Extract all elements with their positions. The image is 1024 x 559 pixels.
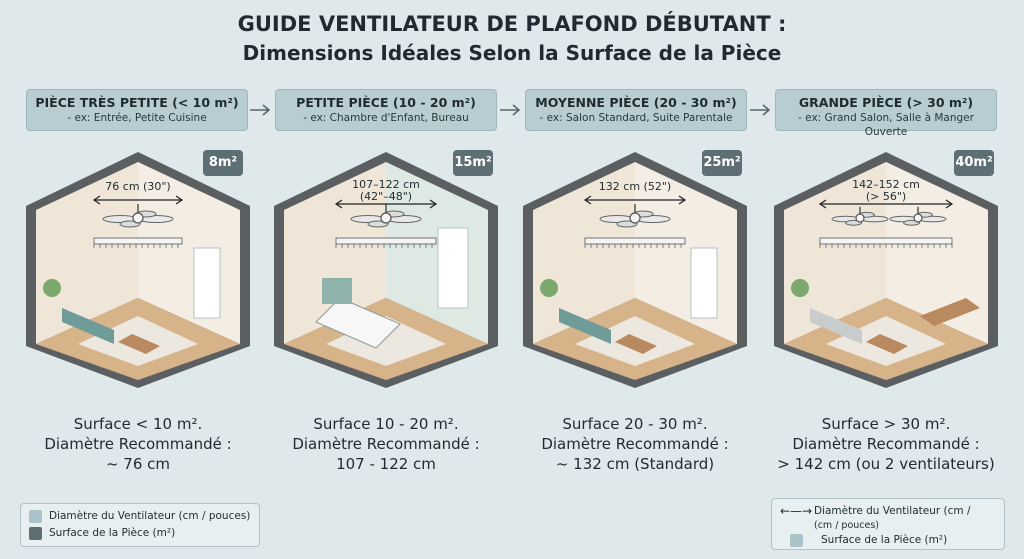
arrow-right-icon (498, 103, 522, 117)
dimension-label-imperial: (42"–48") (359, 190, 413, 203)
category-example: - ex: Grand Salon, Salle à Manger Ouverte (798, 112, 974, 138)
recommended-label: Diamètre Recommandé : (792, 435, 980, 453)
legend-left (20, 503, 260, 547)
room-caption (766, 414, 1006, 474)
room-caption (18, 414, 258, 474)
arrow-right-icon (748, 103, 772, 117)
measure-ruler (94, 238, 182, 244)
room-surface-swatch (790, 534, 803, 547)
category-name: PIÈCE TRÈS PETITE (< 10 m²) (35, 95, 239, 110)
plant-icon (791, 279, 809, 297)
room-caption (515, 414, 755, 474)
plant-icon (540, 279, 558, 297)
legend-room-surface: Surface de la Pièce (m²) (821, 534, 948, 546)
dimension-label-imperial: (> 56") (865, 190, 907, 203)
category-example: - ex: Salon Standard, Suite Parentale (539, 112, 733, 124)
legend-fan-diameter: Diamètre du Ventilateur (cm / pouces) (49, 510, 251, 522)
legend-right (771, 498, 1005, 550)
area-badge: 8m² (203, 150, 243, 176)
surface-text: Surface 20 - 30 m². (562, 415, 708, 433)
surface-text: Surface 10 - 20 m². (313, 415, 459, 433)
area-badge: 40m² (954, 150, 994, 176)
room-illustration-very-small (22, 148, 254, 390)
recommended-label: Diamètre Recommandé : (44, 435, 232, 453)
plant-icon (43, 279, 61, 297)
measure-ruler (820, 238, 952, 244)
room-illustration-large (770, 148, 1002, 390)
measure-ruler (585, 238, 685, 244)
category-name: MOYENNE PIÈCE (20 - 30 m²) (535, 95, 737, 110)
dimension-label: 142–152 cm (852, 178, 920, 191)
recommended-label: Diamètre Recommandé : (292, 435, 480, 453)
room-illustration-small (270, 148, 502, 390)
fan-diameter-swatch (29, 510, 42, 523)
dimension-label: 76 cm (30") (105, 180, 171, 193)
fan-motor (133, 213, 143, 223)
page-subtitle: Dimensions Idéales Selon la Surface de la Pièce (242, 41, 782, 65)
recommended-value: 107 - 122 cm (336, 455, 436, 473)
legend-fan-diameter-units: (cm / pouces) (814, 520, 880, 531)
recommended-value: ~ 76 cm (105, 455, 171, 473)
dimension-label: 132 cm (52") (598, 180, 672, 193)
recommended-value: > 142 cm (ou 2 ventilateurs) (777, 455, 995, 473)
room-surface-swatch (29, 527, 42, 540)
category-large (775, 89, 997, 138)
area-badge: 15m² (453, 150, 493, 176)
category-example: - ex: Chambre d'Enfant, Bureau (303, 112, 469, 124)
page-title: GUIDE VENTILATEUR DE PLAFOND DÉBUTANT : (237, 12, 787, 36)
recommended-value: ~ 132 cm (Standard) (555, 455, 715, 473)
fan-motor (381, 213, 391, 223)
fan-motor (914, 214, 922, 222)
fan-motor (856, 214, 864, 222)
window (438, 228, 468, 308)
legend-room-surface: Surface de la Pièce (m²) (49, 527, 176, 539)
category-name: PETITE PIÈCE (10 - 20 m²) (296, 95, 476, 110)
door (691, 248, 717, 318)
arrow-right-icon (248, 103, 272, 117)
category-example: - ex: Entrée, Petite Cuisine (67, 112, 207, 124)
headboard (322, 278, 352, 304)
category-very-small (26, 89, 248, 131)
surface-text: Surface > 30 m². (821, 415, 951, 433)
legend-fan-diameter: Diamètre du Ventilateur (cm / (814, 505, 971, 517)
recommended-label: Diamètre Recommandé : (541, 435, 729, 453)
category-medium (525, 89, 747, 131)
area-badge: 25m² (702, 150, 742, 176)
dimension-label: 107–122 cm (352, 178, 420, 191)
category-small (275, 89, 497, 131)
room-caption (266, 414, 506, 474)
fan-motor (630, 213, 640, 223)
category-name: GRANDE PIÈCE (> 30 m²) (798, 95, 974, 110)
surface-text: Surface < 10 m². (73, 415, 203, 433)
room-illustration-medium (519, 148, 751, 390)
double-arrow-icon: ←—→ (780, 504, 813, 518)
measure-ruler (336, 238, 436, 244)
door (194, 248, 220, 318)
